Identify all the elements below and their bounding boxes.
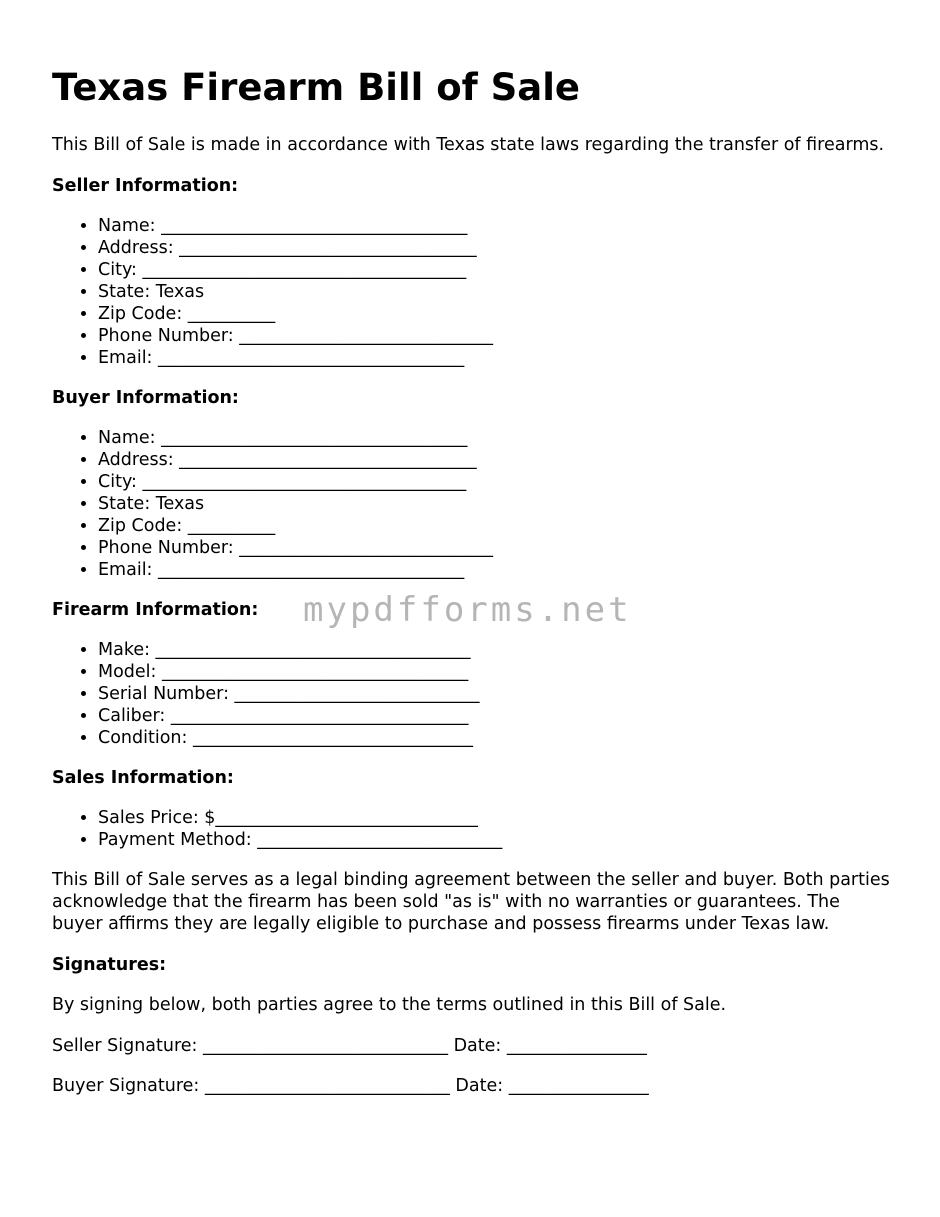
seller-name-field: • Name: ___________________________________ bbox=[98, 215, 892, 237]
seller-info-list bbox=[52, 215, 892, 369]
firearm-make-field: • Make: ____________________________________ bbox=[98, 639, 892, 661]
payment-method-field: • Payment Method: ____________________________ bbox=[98, 829, 892, 851]
seller-zip-field: • Zip Code: __________ bbox=[98, 303, 892, 325]
intro-paragraph: This Bill of Sale is made in accordance with Texas state laws regarding the transfer of firearms. bbox=[52, 135, 885, 155]
seller-email-field: • Email: ___________________________________ bbox=[98, 347, 892, 369]
seller-signature-line: Seller Signature: ____________________________ Date: ________________ bbox=[52, 1036, 647, 1056]
agreement-paragraph: This Bill of Sale serves as a legal binding agreement between the seller and buyer. Both parties acknowledge that the firearm has been sold "as is" with no warranties or guarantees. The buyer affirms they are legally eligible to purchase and possess firearms under Texas law. bbox=[52, 870, 890, 934]
sales-price-field: • Sales Price: $______________________________ bbox=[98, 807, 892, 829]
buyer-address-field: • Address: __________________________________ bbox=[98, 449, 892, 471]
buyer-email-field: • Email: ___________________________________ bbox=[98, 559, 892, 581]
buyer-section-heading: Buyer Information: bbox=[52, 388, 239, 408]
seller-state-field: • State: Texas bbox=[98, 281, 892, 303]
sales-section-heading: Sales Information: bbox=[52, 768, 234, 788]
signatures-statement: By signing below, both parties agree to the terms outlined in this Bill of Sale. bbox=[52, 995, 727, 1015]
seller-phone-field: • Phone Number: _____________________________ bbox=[98, 325, 892, 347]
buyer-zip-field: • Zip Code: __________ bbox=[98, 515, 892, 537]
firearm-model-field: • Model: ___________________________________ bbox=[98, 661, 892, 683]
seller-city-field: • City: _____________________________________ bbox=[98, 259, 892, 281]
buyer-info-list bbox=[52, 427, 892, 581]
firearm-section-heading: Firearm Information: bbox=[52, 600, 259, 620]
buyer-state-field: • State: Texas bbox=[98, 493, 892, 515]
watermark: mypdfforms.net bbox=[303, 590, 632, 630]
seller-address-field: • Address: __________________________________ bbox=[98, 237, 892, 259]
buyer-city-field: • City: _____________________________________ bbox=[98, 471, 892, 493]
firearm-info-list bbox=[52, 639, 892, 749]
buyer-signature-line: Buyer Signature: ____________________________ Date: ________________ bbox=[52, 1076, 649, 1096]
signatures-section-heading: Signatures: bbox=[52, 955, 167, 975]
firearm-serial-field: • Serial Number: ____________________________ bbox=[98, 683, 892, 705]
seller-section-heading: Seller Information: bbox=[52, 176, 239, 196]
document-title: Texas Firearm Bill of Sale bbox=[52, 66, 581, 109]
buyer-phone-field: • Phone Number: _____________________________ bbox=[98, 537, 892, 559]
sales-info-list bbox=[52, 807, 892, 851]
document-page bbox=[52, 62, 892, 1115]
firearm-condition-field: • Condition: ________________________________ bbox=[98, 727, 892, 749]
buyer-name-field: • Name: ___________________________________ bbox=[98, 427, 892, 449]
firearm-caliber-field: • Caliber: __________________________________ bbox=[98, 705, 892, 727]
